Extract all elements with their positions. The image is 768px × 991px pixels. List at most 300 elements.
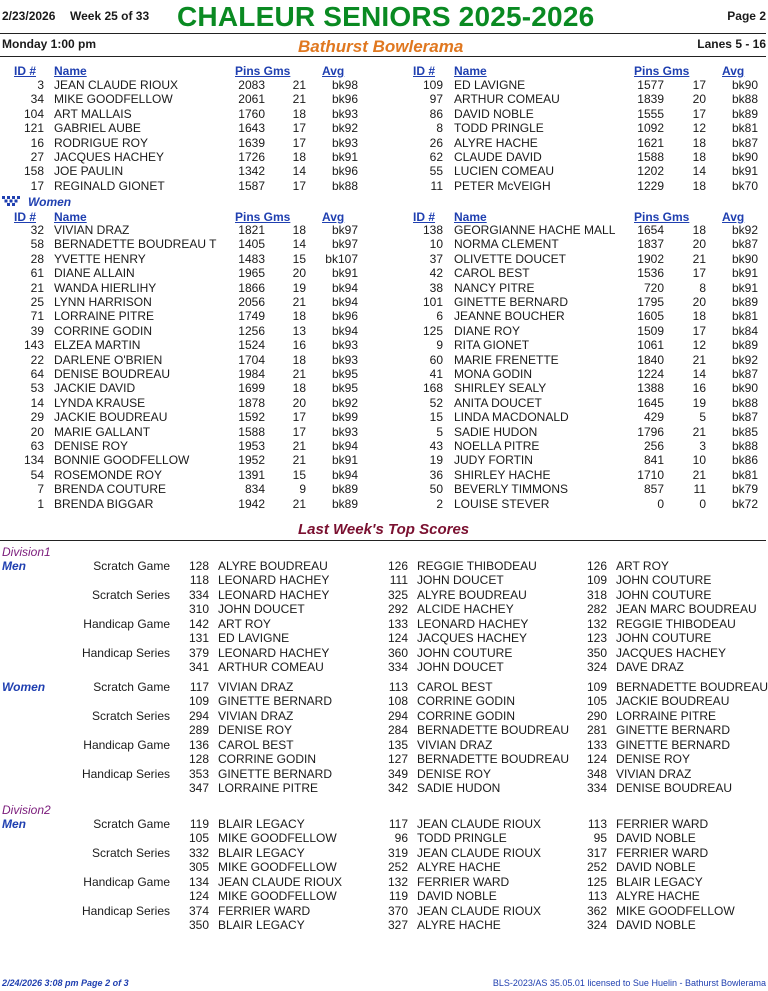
bowler-pins: 1839 [637,92,664,107]
bowler-average: bk98 [331,78,358,92]
bowler-id: 60 [429,352,443,367]
bowler-games: 14 [292,237,306,252]
score-value: 124 [188,889,209,904]
bowler-pins: 1621 [637,135,664,150]
score-bowler-name: JOHN DOUCET [417,660,504,675]
roster-row [0,281,768,295]
category-label: Scratch Series [91,709,170,723]
bowler-name: ALYRE HACHE [454,135,538,150]
score-value: 119 [388,889,408,904]
bowler-average: bk88 [731,439,758,453]
roster-row [0,468,768,482]
bowler-name: LUCIEN COMEAU [454,164,555,179]
top-score-row [0,602,768,616]
score-value: 113 [587,817,607,831]
score-value: 109 [586,680,607,694]
bowler-games: 15 [292,251,306,266]
bowler-pins: 1726 [238,150,265,164]
bowler-average: bk88 [731,395,758,410]
bowler-pins: 1587 [238,178,265,193]
day-time: Monday 1:00 pm [2,37,97,51]
roster-row [0,223,768,237]
score-bowler-name: FERRIER WARD [218,904,311,918]
bowler-games: 21 [292,367,306,381]
bowler-games: 9 [299,482,306,497]
roster-row [0,410,768,424]
bowler-id: 3 [37,78,44,92]
bowler-id: 16 [30,135,44,150]
bowler-games: 21 [292,496,306,511]
score-bowler-name: ARTHUR COMEAU [218,660,324,675]
score-bowler-name: JACQUES HACHEY [616,646,727,660]
score-value: 126 [387,559,408,573]
score-bowler-name: JEAN CLAUDE RIOUX [417,904,542,918]
col-header-id: ID # [413,64,436,78]
bowler-name: ANITA DOUCET [454,395,542,410]
roster-row [0,121,768,135]
week-indicator: Week 25 of 33 [70,9,150,23]
bowler-games: 17 [692,78,706,92]
category-label: Handicap Series [81,767,170,781]
bowler-id: 63 [30,439,44,453]
top-scores-rule [0,540,766,541]
bowler-name: JACQUES HACHEY [54,150,165,164]
bowler-average: bk97 [331,223,358,237]
bowler-name: DIANE ALLAIN [54,266,135,281]
bowler-games: 21 [292,78,306,92]
bowler-pins: 1509 [637,323,664,338]
bowler-games: 14 [692,367,706,381]
col-header-name: Name [454,64,487,78]
bowler-average: bk87 [731,135,758,150]
bowler-name: REGINALD GIONET [54,178,165,193]
top-score-row [0,694,768,708]
print-info: 2/24/2026 3:08 pm Page 2 of 3 [2,978,129,988]
bowler-id: 55 [429,164,443,179]
top-score-row [0,831,768,845]
score-bowler-name: LORRAINE PITRE [218,781,319,796]
col-header-name: Name [54,64,87,78]
score-value: 118 [189,573,209,588]
score-bowler-name: GINETTE BERNARD [218,767,333,781]
top-score-row [0,573,768,587]
score-value: 128 [188,752,209,767]
top-scores-title: Last Week's Top Scores [298,521,470,538]
score-bowler-name: TODD PRINGLE [417,831,507,846]
bowler-average: bk89 [331,482,358,497]
bowler-average: bk84 [731,323,758,338]
bowler-id: 38 [429,280,443,295]
score-bowler-name: JACKIE BOUDREAU [616,694,730,709]
bowler-name: MARIE GALLANT [54,424,151,439]
bowler-pins: 841 [643,453,664,468]
score-bowler-name: VIVIAN DRAZ [417,738,493,752]
score-bowler-name: LEONARD HACHEY [218,573,330,588]
bowler-games: 14 [692,164,706,179]
bowler-pins: 429 [643,410,664,425]
bowler-games: 20 [292,395,306,410]
score-bowler-name: MIKE GOODFELLOW [218,831,337,846]
bowler-average: bk87 [731,237,758,252]
roster-row [0,453,768,467]
score-value: 284 [387,723,408,738]
bowler-id: 10 [429,237,443,252]
score-value: 342 [387,781,408,796]
bowler-average: bk94 [331,467,358,482]
bowler-pins: 0 [657,496,664,511]
score-value: 317 [586,846,607,860]
score-value: 334 [188,588,209,602]
score-bowler-name: JOHN DOUCET [218,602,305,617]
score-value: 117 [189,680,209,694]
score-value: 133 [387,617,408,631]
bowler-average: bk91 [331,266,358,281]
bowler-games: 18 [292,381,306,396]
bowler-average: bk96 [331,92,358,107]
top-score-row [0,660,768,674]
bowler-average: bk87 [731,367,758,381]
bowler-id: 14 [30,395,44,410]
col-header-pins-gms: Pins Gms [634,210,690,224]
bowler-name: JOE PAULIN [54,164,124,179]
women-section-title: Women [28,195,72,209]
roster-row [0,179,768,193]
bowler-average: bk85 [731,424,758,439]
score-value: 135 [387,738,408,752]
bowler-pins: 834 [244,482,265,497]
bowler-name: NOELLA PITRE [454,439,540,453]
bowler-name: YVETTE HENRY [54,251,146,266]
score-bowler-name: BLAIR LEGACY [218,846,305,860]
bowler-average: bk93 [331,106,358,121]
top-score-row [0,646,768,660]
roster-row [0,396,768,410]
bowler-average: bk90 [731,381,758,396]
score-value: 325 [387,588,408,602]
score-bowler-name: CORRINE GODIN [218,752,317,767]
top-score-row [0,904,768,918]
score-bowler-name: CAROL BEST [218,738,294,752]
bowler-id: 1 [37,496,44,511]
bowler-id: 54 [30,467,44,482]
score-bowler-name: MIKE GOODFELLOW [218,889,337,904]
score-bowler-name: BLAIR LEGACY [218,817,305,831]
score-bowler-name: FERRIER WARD [417,875,510,889]
bowler-games: 18 [692,309,706,324]
score-value: 108 [387,694,408,709]
bowler-name: DENISE ROY [54,439,129,453]
score-value: 332 [188,846,209,860]
bowler-name: RITA GIONET [454,338,530,353]
bowler-average: bk93 [331,424,358,439]
score-value: 105 [586,694,607,709]
roster-row [0,295,768,309]
bowler-average: bk92 [731,223,758,237]
bowler-games: 15 [292,467,306,482]
bowler-id: 71 [30,309,44,324]
score-value: 105 [188,831,209,846]
score-value: 132 [387,875,408,889]
bowler-pins: 1092 [637,121,664,136]
bowler-games: 17 [292,178,306,193]
score-bowler-name: MIKE GOODFELLOW [616,904,735,918]
bowler-average: bk91 [731,266,758,281]
score-value: 126 [586,559,607,573]
subheader-rule [0,56,766,57]
bowler-average: bk96 [331,164,358,179]
bowler-name: MIKE GOODFELLOW [54,92,173,107]
score-bowler-name: JOHN COUTURE [616,631,712,646]
bowler-pins: 857 [643,482,664,497]
bowler-pins: 1588 [238,424,265,439]
bowler-average: bk81 [731,121,758,136]
bowler-pins: 1202 [637,164,664,179]
bowler-games: 20 [692,92,706,107]
bowler-name: PETER McVEIGH [454,178,551,193]
bowler-id: 50 [429,482,443,497]
col-header-avg: Avg [322,64,345,78]
license-info: BLS-2023/AS 35.05.01 licensed to Sue Huelin - Bathurst Bowlerama [492,978,766,988]
bowler-games: 17 [692,106,706,121]
score-value: 119 [189,817,209,831]
score-bowler-name: JEAN CLAUDE RIOUX [417,817,542,831]
score-bowler-name: JOHN COUTURE [417,646,513,660]
gender-label: Women [2,680,46,694]
bowler-pins: 1524 [238,338,265,353]
bowler-pins: 1837 [637,237,664,252]
roster-row [0,252,768,266]
bowler-games: 19 [692,395,706,410]
bowler-average: bk88 [331,178,358,193]
score-bowler-name: JEAN MARC BOUDREAU [616,602,757,617]
score-bowler-name: GINETTE BERNARD [616,723,731,738]
score-bowler-name: LEONARD HACHEY [218,646,330,660]
bowler-pins: 1405 [238,237,265,252]
score-bowler-name: VIVIAN DRAZ [218,709,294,723]
col-header-id: ID # [413,210,436,224]
bowler-games: 5 [699,410,706,425]
score-value: 327 [387,918,408,933]
bowler-games: 10 [692,453,706,468]
bowler-games: 21 [692,424,706,439]
score-bowler-name: JOHN COUTURE [616,588,712,602]
score-value: 292 [387,602,408,617]
bowler-id: 168 [422,381,443,396]
col-header-id: ID # [14,64,37,78]
score-value: 124 [387,631,408,646]
bowler-games: 16 [292,338,306,353]
bowler-games: 18 [692,135,706,150]
bowler-pins: 2061 [238,92,265,107]
top-score-row [0,817,768,831]
bowler-average: bk89 [731,295,758,309]
bowler-games: 12 [692,338,706,353]
bowler-games: 3 [699,439,706,453]
bowler-games: 18 [292,352,306,367]
bowler-average: bk94 [331,280,358,295]
score-value: 113 [587,889,607,904]
bowling-center: Bathurst Bowlerama [298,37,464,56]
roster-row [0,136,768,150]
bowler-average: bk79 [731,482,758,497]
score-value: 134 [188,875,209,889]
bowler-games: 8 [699,280,706,295]
bowler-games: 21 [292,92,306,107]
top-score-row [0,767,768,781]
top-score-row [0,588,768,602]
score-bowler-name: BLAIR LEGACY [218,918,305,933]
bowler-pins: 1592 [238,410,265,425]
score-bowler-name: FERRIER WARD [616,817,709,831]
score-value: 109 [586,573,607,588]
bowler-id: 2 [436,496,443,511]
score-bowler-name: CAROL BEST [417,680,493,694]
roster-row [0,338,768,352]
bowler-games: 0 [699,496,706,511]
score-bowler-name: REGGIE THIBODEAU [417,559,537,573]
score-value: 334 [586,781,607,796]
bowler-pins: 1760 [238,106,265,121]
bowler-name: VIVIAN DRAZ [54,223,130,237]
score-value: 131 [188,631,209,646]
score-value: 319 [387,846,408,860]
bowler-id: 28 [30,251,44,266]
bowler-pins: 1965 [238,266,265,281]
score-bowler-name: DAVID NOBLE [616,831,696,846]
score-bowler-name: DAVID NOBLE [616,860,696,875]
score-value: 379 [188,646,209,660]
bowler-average: bk89 [731,338,758,353]
bowler-games: 17 [292,135,306,150]
bowler-id: 97 [429,92,443,107]
bowler-id: 36 [429,467,443,482]
report-date: 2/23/2026 [2,9,56,23]
header-rule [0,33,766,34]
bowler-pins: 1555 [637,106,664,121]
bowler-pins: 1577 [637,78,664,92]
score-bowler-name: ED LAVIGNE [218,631,290,646]
roster-row [0,92,768,106]
top-score-row [0,738,768,752]
bowler-name: OLIVETTE DOUCET [454,251,567,266]
category-label: Scratch Game [93,559,170,573]
bowler-pins: 1942 [238,496,265,511]
bowler-games: 11 [693,482,706,497]
score-value: 289 [188,723,209,738]
bowler-name: CORRINE GODIN [54,323,153,338]
bowler-id: 20 [30,424,44,439]
bowler-pins: 1866 [238,280,265,295]
bowler-name: DARLENE O'BRIEN [54,352,163,367]
bowler-pins: 1952 [238,453,265,468]
bowler-games: 18 [292,150,306,164]
bowler-pins: 1704 [238,352,265,367]
bowler-id: 121 [23,121,44,136]
bowler-pins: 1840 [637,352,664,367]
category-label: Handicap Game [83,738,170,752]
bowler-pins: 1878 [238,395,265,410]
score-value: 362 [586,904,607,918]
bowler-id: 138 [422,223,443,237]
bowler-games: 17 [292,410,306,425]
top-score-row [0,752,768,766]
bowler-pins: 720 [643,280,664,295]
score-value: 111 [389,573,408,588]
bowler-name: DIANE ROY [454,323,521,338]
score-value: 124 [586,752,607,767]
score-value: 123 [586,631,607,646]
bowler-average: bk93 [331,135,358,150]
score-value: 125 [586,875,607,889]
bowler-average: bk92 [731,352,758,367]
bowler-name: JEANNE BOUCHER [454,309,565,324]
score-value: 334 [387,660,408,675]
bowler-average: bk91 [731,164,758,179]
score-bowler-name: JEAN CLAUDE RIOUX [218,875,343,889]
score-bowler-name: LEONARD HACHEY [218,588,330,602]
score-bowler-name: BLAIR LEGACY [616,875,703,889]
score-value: 294 [188,709,209,723]
bowler-name: SHIRLEY HACHE [454,467,551,482]
bowler-pins: 1391 [238,467,265,482]
score-bowler-name: CORRINE GODIN [417,709,516,723]
bowler-id: 29 [30,410,44,425]
bowler-average: bk91 [331,453,358,468]
roster-row [0,107,768,121]
bowler-games: 21 [292,295,306,309]
bowler-name: JUDY FORTIN [454,453,533,468]
score-value: 133 [586,738,607,752]
bowler-id: 101 [422,295,443,309]
bowler-name: NANCY PITRE [454,280,535,295]
score-value: 290 [586,709,607,723]
bowler-average: bk70 [731,178,758,193]
bowler-id: 134 [23,453,44,468]
bowler-average: bk93 [331,338,358,353]
roster-row [0,381,768,395]
bowler-games: 18 [692,223,706,237]
score-bowler-name: ALYRE HACHE [417,860,501,875]
category-label: Scratch Series [91,588,170,602]
bowler-id: 62 [429,150,443,164]
score-bowler-name: DAVID NOBLE [616,918,696,933]
bowler-average: bk96 [331,309,358,324]
score-value: 324 [586,918,607,933]
bowler-id: 11 [430,178,443,193]
bowler-games: 18 [692,178,706,193]
bowler-average: bk89 [731,106,758,121]
score-bowler-name: GINETTE BERNARD [218,694,333,709]
col-header-avg: Avg [722,210,745,224]
bowler-id: 8 [436,121,443,136]
score-bowler-name: ART ROY [616,559,669,573]
score-bowler-name: CORRINE GODIN [417,694,516,709]
bowler-pins: 1796 [637,424,664,439]
bowler-pins: 256 [643,439,664,453]
bowler-id: 17 [30,178,44,193]
top-score-row [0,680,768,694]
col-header-name: Name [54,210,87,224]
bowler-pins: 1710 [637,467,664,482]
score-bowler-name: ALYRE BOUDREAU [218,559,328,573]
score-value: 113 [388,680,408,694]
bowler-pins: 2083 [238,78,265,92]
bowler-id: 21 [30,280,44,295]
bowler-pins: 1605 [637,309,664,324]
roster-row [0,367,768,381]
bowler-pins: 1699 [238,381,265,396]
score-bowler-name: JEAN CLAUDE RIOUX [417,846,542,860]
